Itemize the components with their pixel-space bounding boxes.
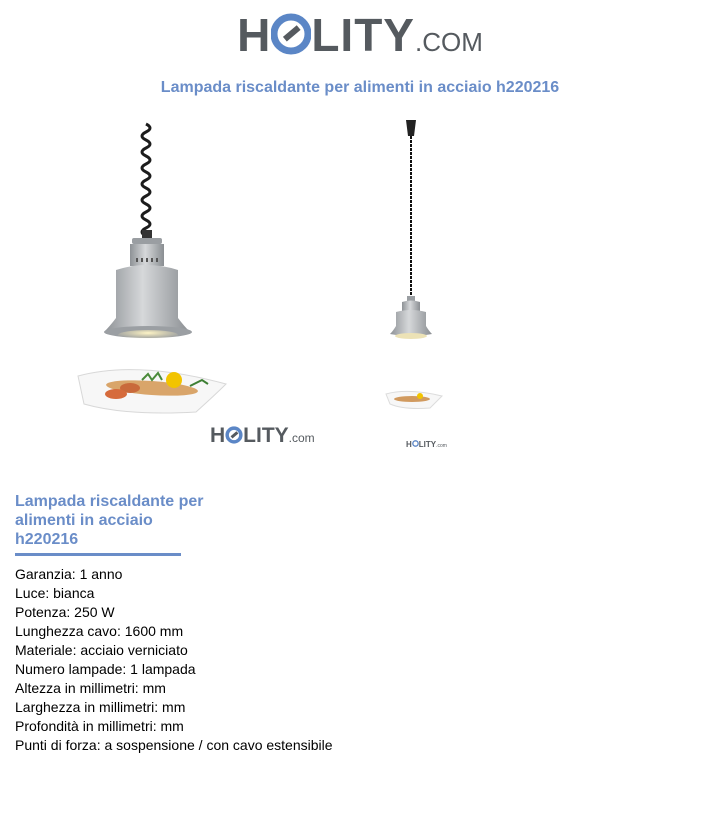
site-logo[interactable] <box>0 9 720 61</box>
product-title: Lampada riscaldante per alimenti in acciaio h220216 <box>15 493 204 548</box>
watermark-o-icon <box>225 424 243 447</box>
spec-cable-length: Lunghezza cavo: 1600 mm <box>15 623 184 639</box>
product-image-small <box>380 116 450 456</box>
spec-light: Luce: bianca <box>15 585 95 601</box>
watermark-suffix: .com <box>288 431 315 445</box>
watermark-letters: LITY <box>243 424 289 447</box>
logo-suffix: .COM <box>415 27 483 57</box>
spec-depth: Profondità in millimetri: mm <box>15 718 184 734</box>
product-image-main <box>70 118 340 458</box>
logo-letters-lity: LITY <box>311 9 415 61</box>
small-watermark-letter-h: H <box>406 440 412 449</box>
watermark-letter-h: H <box>210 424 226 447</box>
spec-lamp-count: Numero lampade: 1 lampada <box>15 661 196 677</box>
spec-power: Potenza: 250 W <box>15 604 115 620</box>
small-photo-watermark-logo <box>406 440 447 449</box>
spec-strengths: Punti di forza: a sospensione / con cavo estensibile <box>15 737 333 753</box>
spec-warranty: Garanzia: 1 anno <box>15 566 123 582</box>
logo-letter-h: H <box>237 9 272 61</box>
small-watermark-suffix: .com <box>436 443 447 449</box>
photo-watermark-logo <box>210 425 315 446</box>
spec-material: Materiale: acciaio verniciato <box>15 642 188 658</box>
title-divider <box>15 553 181 556</box>
small-watermark-letters: LITY <box>418 440 437 449</box>
spec-height: Altezza in millimetri: mm <box>15 680 166 696</box>
logo-o-icon <box>271 13 311 59</box>
spec-width: Larghezza in millimetri: mm <box>15 699 186 715</box>
spec-list <box>15 565 333 755</box>
page-title: Lampada riscaldante per alimenti in acciaio h220216 <box>160 79 560 96</box>
small-watermark-o-icon <box>412 440 419 449</box>
